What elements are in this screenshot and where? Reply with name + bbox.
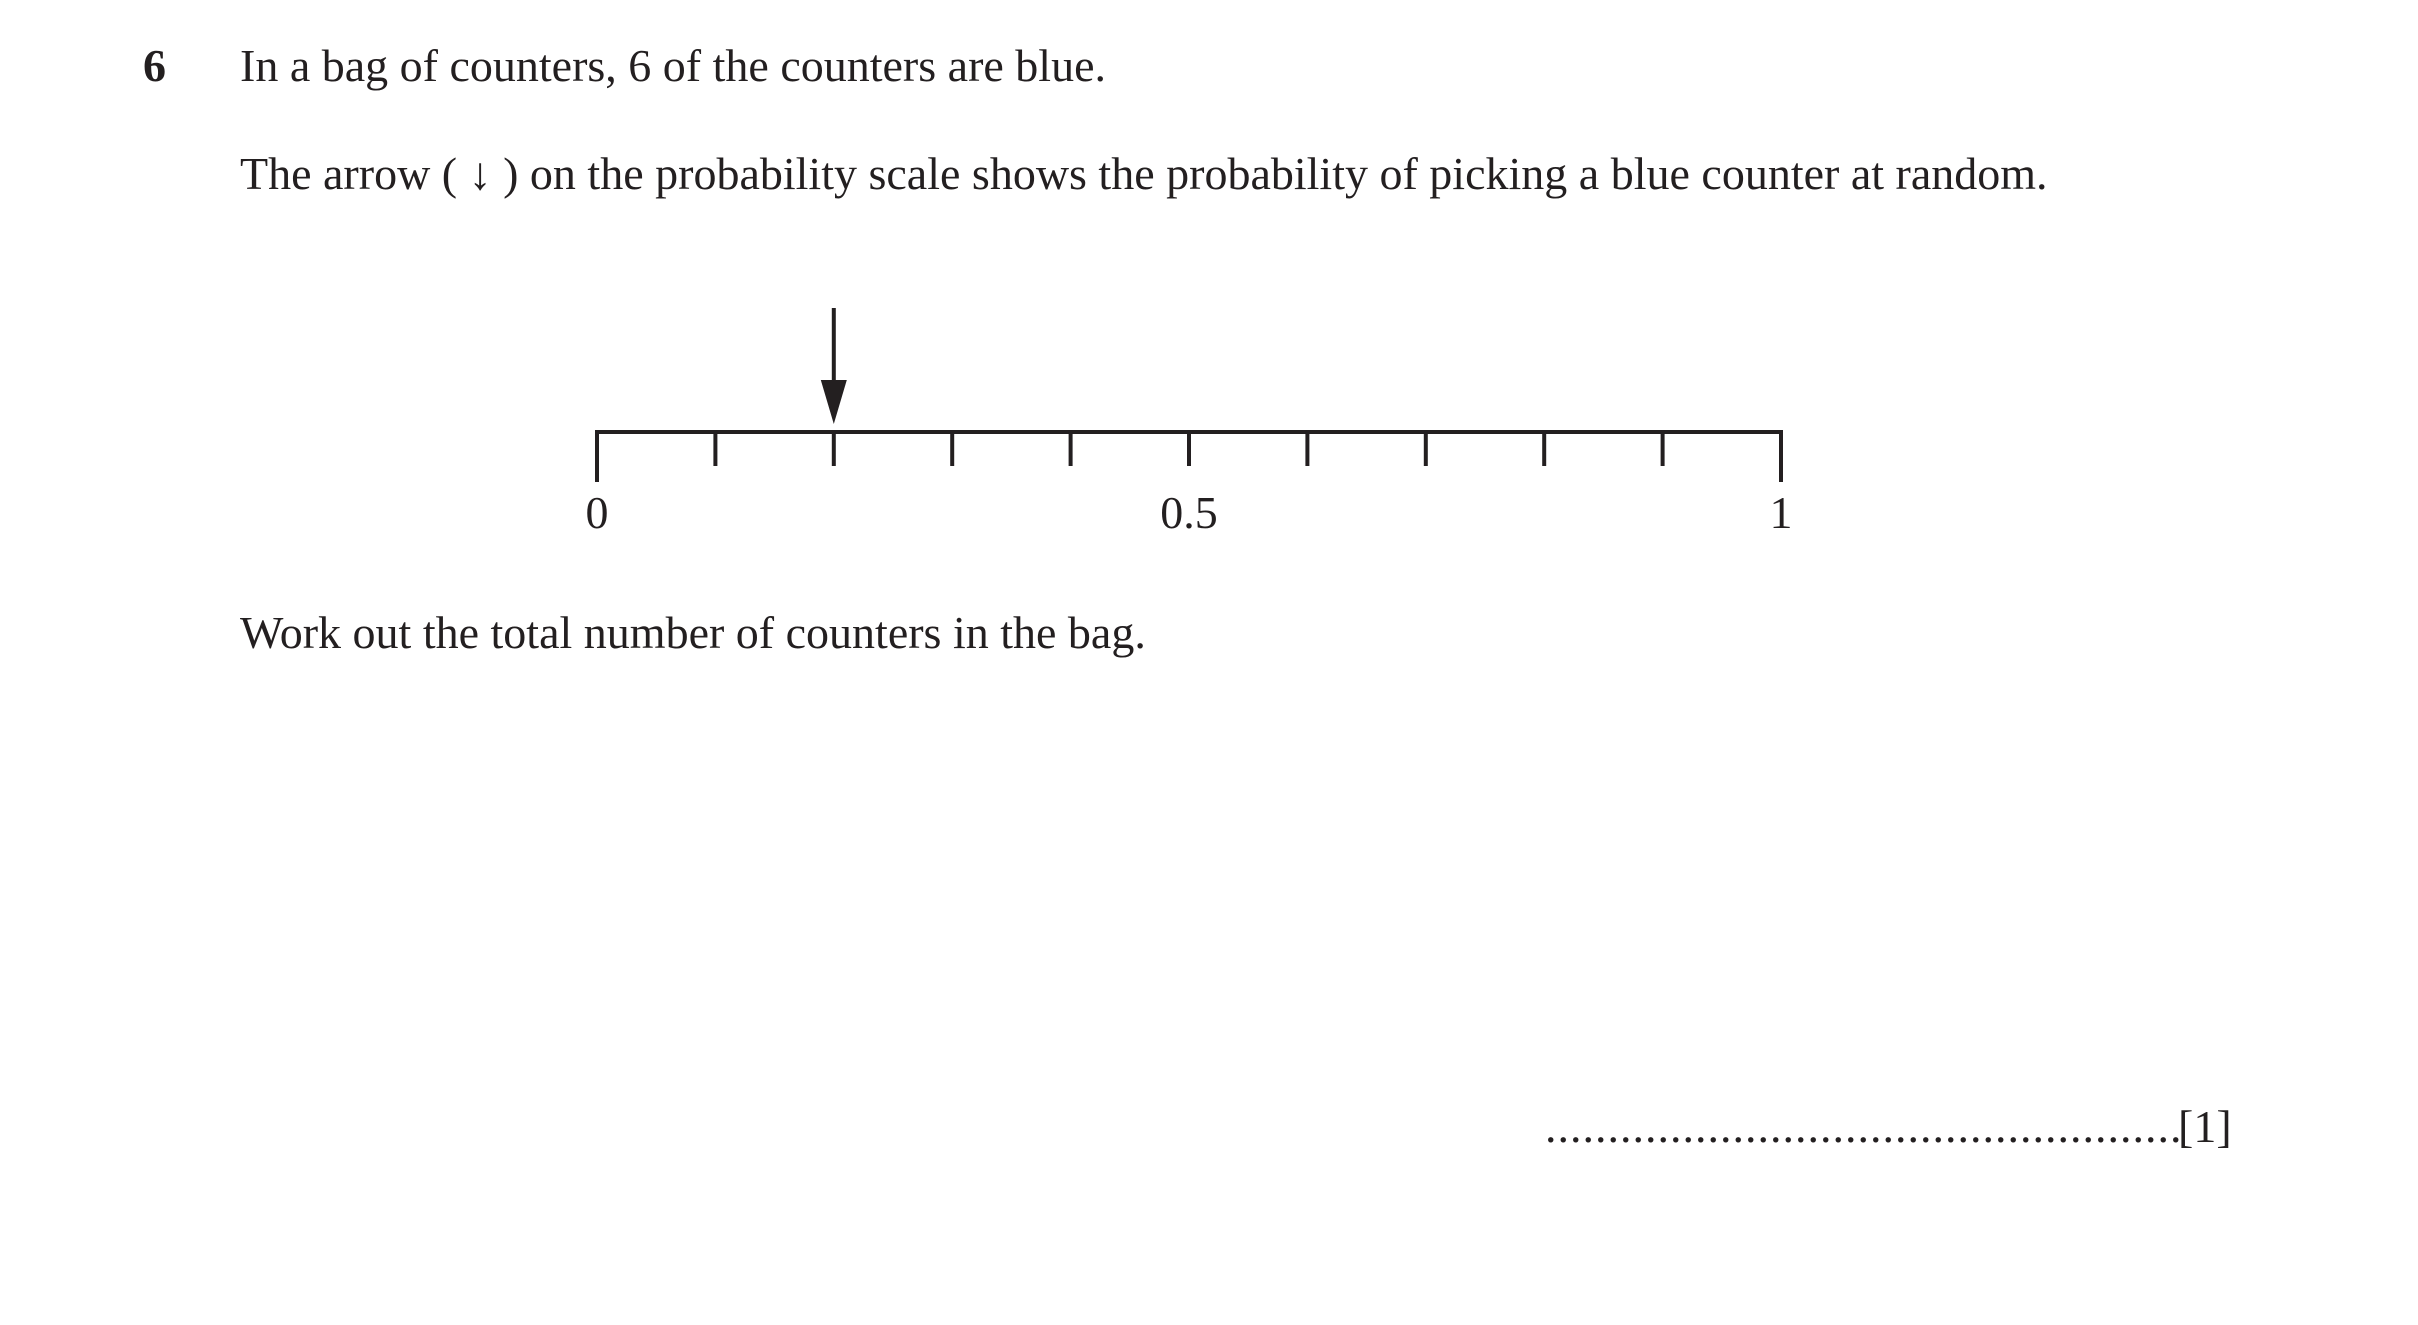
- question-number: 6: [143, 40, 166, 91]
- scale-label: 0.5: [1160, 487, 1218, 538]
- probability-arrow-icon: [821, 308, 847, 424]
- marks-label: [1]: [2178, 1101, 2232, 1152]
- scale-label: 1: [1769, 487, 1793, 538]
- scale-label: 0: [585, 487, 609, 538]
- answer-line[interactable]: ...................................................: [1545, 1101, 2183, 1152]
- scale-labels: [586, 487, 1793, 538]
- scale-ticks: [597, 432, 1781, 482]
- arrow-explanation: The arrow ( ↓ ) on the probability scale shows the probability of picking a blue counter at random.: [240, 148, 2048, 199]
- arrow-head: [821, 380, 847, 424]
- question-task: Work out the total number of counters in the bag.: [240, 607, 1146, 658]
- question-intro: In a bag of counters, 6 of the counters are blue.: [240, 40, 1107, 91]
